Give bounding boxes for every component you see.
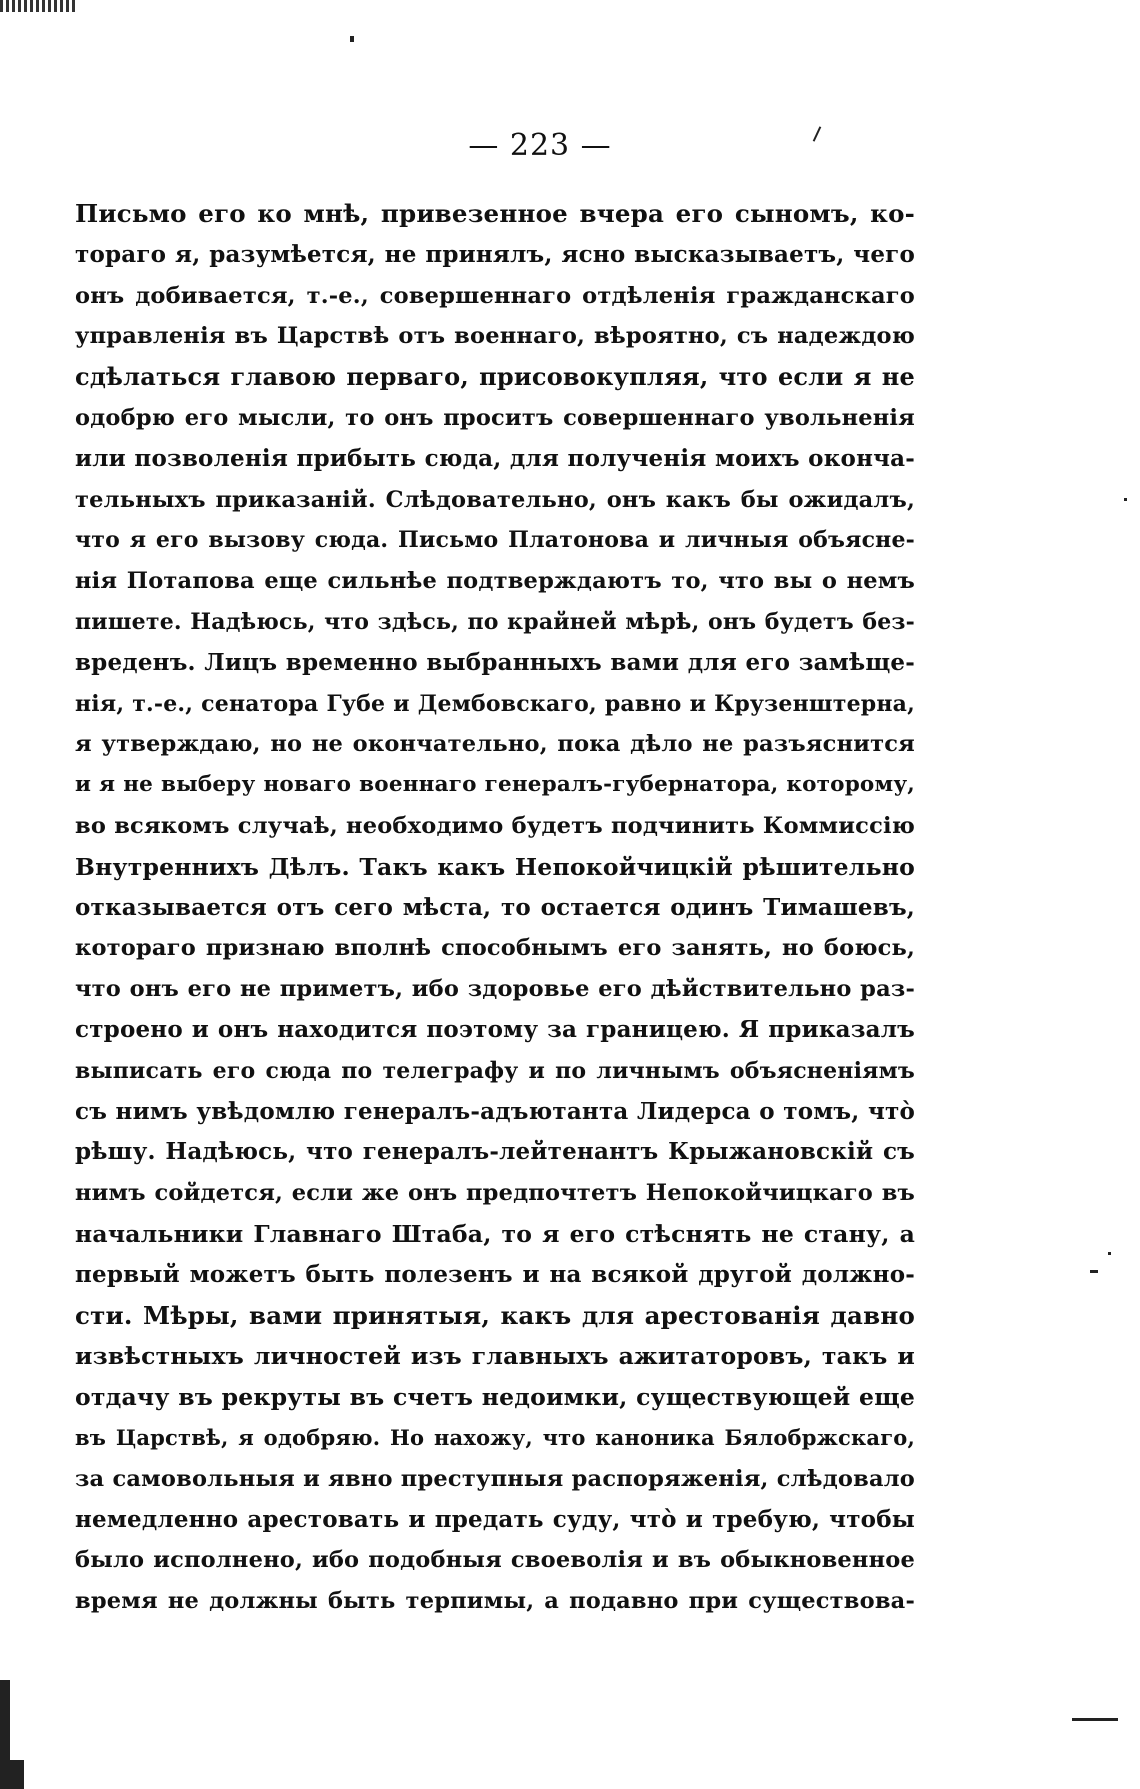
- text-line: сти. Мѣры, вами принятыя, какъ для арестованія давно: [75, 1300, 915, 1330]
- text-line: одобрю его мысли, то онъ проситъ совершеннаго увольненія: [75, 404, 915, 431]
- text-line: котораго признаю вполнѣ способнымъ его занять, но боюсь,: [75, 935, 915, 962]
- text-line: строено и онъ находится поэтому за границею. Я приказалъ: [75, 1015, 915, 1043]
- text-line: во всякомъ случаѣ, необходимо будетъ подчинить Коммиссію: [75, 812, 915, 839]
- text-line: извѣстныхъ личностей изъ главныхъ ажитаторовъ, такъ и: [75, 1342, 915, 1371]
- scan-artifact: [1124, 498, 1127, 501]
- text-line: нимъ сойдется, если же онъ предпочтетъ Непокойчицкаго въ: [75, 1180, 915, 1207]
- text-line: съ нимъ увѣдомлю генералъ-адъютанта Лидерса о томъ, что̀: [75, 1097, 915, 1125]
- text-line: Письмо его ко мнѣ, привезенное вчера его сыномъ, ко-: [75, 199, 915, 228]
- text-line: первый можетъ быть полезенъ и на всякой другой должно-: [75, 1260, 915, 1288]
- page-number: — 223 —: [468, 128, 612, 163]
- text-line: тельныхъ приказаній. Слѣдовательно, онъ какъ бы ожидалъ,: [75, 486, 915, 513]
- text-line: Внутреннихъ Дѣлъ. Такъ какъ Непокойчицкій рѣшительно: [75, 852, 915, 881]
- text-line: нія Потапова еще сильнѣе подтверждаютъ то, что вы о немъ: [75, 568, 915, 595]
- text-line: я утверждаю, но не окончательно, пока дѣло не разъяснится: [75, 731, 915, 758]
- text-line: пишете. Надѣюсь, что здѣсь, по крайней мѣрѣ, онъ будетъ без-: [75, 608, 915, 635]
- text-line: вреденъ. Лицъ временно выбранныхъ вами для его замѣще-: [75, 648, 915, 676]
- scan-artifact: [1090, 1270, 1098, 1273]
- scan-artifact: [10, 1760, 24, 1789]
- text-line: что я его вызову сюда. Письмо Платонова и личныя объясне-: [75, 527, 915, 554]
- text-line: онъ добивается, т.-е., совершеннаго отдѣленія гражданскаго: [75, 282, 915, 309]
- text-line: или позволенія прибыть сюда, для полученія моихъ оконча-: [75, 444, 915, 472]
- text-line: и я не выберу новаго военнаго генералъ-губернатора, которому,: [75, 772, 915, 798]
- text-line: сдѣлаться главою перваго, присовокупляя, что если я не: [75, 362, 915, 392]
- scan-artifact: [350, 36, 354, 42]
- text-line: время не должны быть терпимы, а подавно при существова-: [75, 1588, 915, 1615]
- text-line: отдачу въ рекруты въ счетъ недоимки, существующей еще: [75, 1383, 915, 1412]
- text-line: выписать его сюда по телеграфу и по личнымъ объясненіямъ: [75, 1057, 915, 1084]
- text-line: начальники Главнаго Штаба, то я его стѣснять не стану, а: [75, 1219, 915, 1248]
- text-line: что онъ его не приметъ, ибо здоровье его дѣйствительно раз-: [75, 976, 915, 1003]
- scan-artifact: [0, 1680, 10, 1789]
- text-line: отказывается отъ сего мѣста, то остается одинъ Тимашевъ,: [75, 893, 915, 921]
- body-text: [75, 194, 915, 1622]
- text-line: было исполнено, ибо подобныя своеволія и въ обыкновенное: [75, 1547, 915, 1574]
- text-line: за самовольныя и явно преступныя распоряженія, слѣдовало: [75, 1465, 915, 1492]
- text-line: рѣшу. Надѣюсь, что генералъ-лейтенантъ Крыжановскій съ: [75, 1138, 915, 1166]
- text-line: управленія въ Царствѣ отъ военнаго, вѣроятно, съ надеждою: [75, 323, 915, 350]
- scan-artifact: [0, 0, 78, 12]
- scan-artifact: [1108, 1252, 1111, 1255]
- scan-artifact: [1072, 1718, 1118, 1721]
- text-line: немедленно арестовать и предать суду, что̀ и требую, чтобы: [75, 1505, 915, 1533]
- text-line: нія, т.-е., сенатора Губе и Дембовскаго, равно и Крузенштерна,: [75, 690, 915, 717]
- text-line: тораго я, разумѣется, не принялъ, ясно высказываетъ, чего: [75, 240, 915, 268]
- text-line: въ Царствѣ, я одобряю. Но нахожу, что каноника Бялобржскаго,: [75, 1424, 915, 1450]
